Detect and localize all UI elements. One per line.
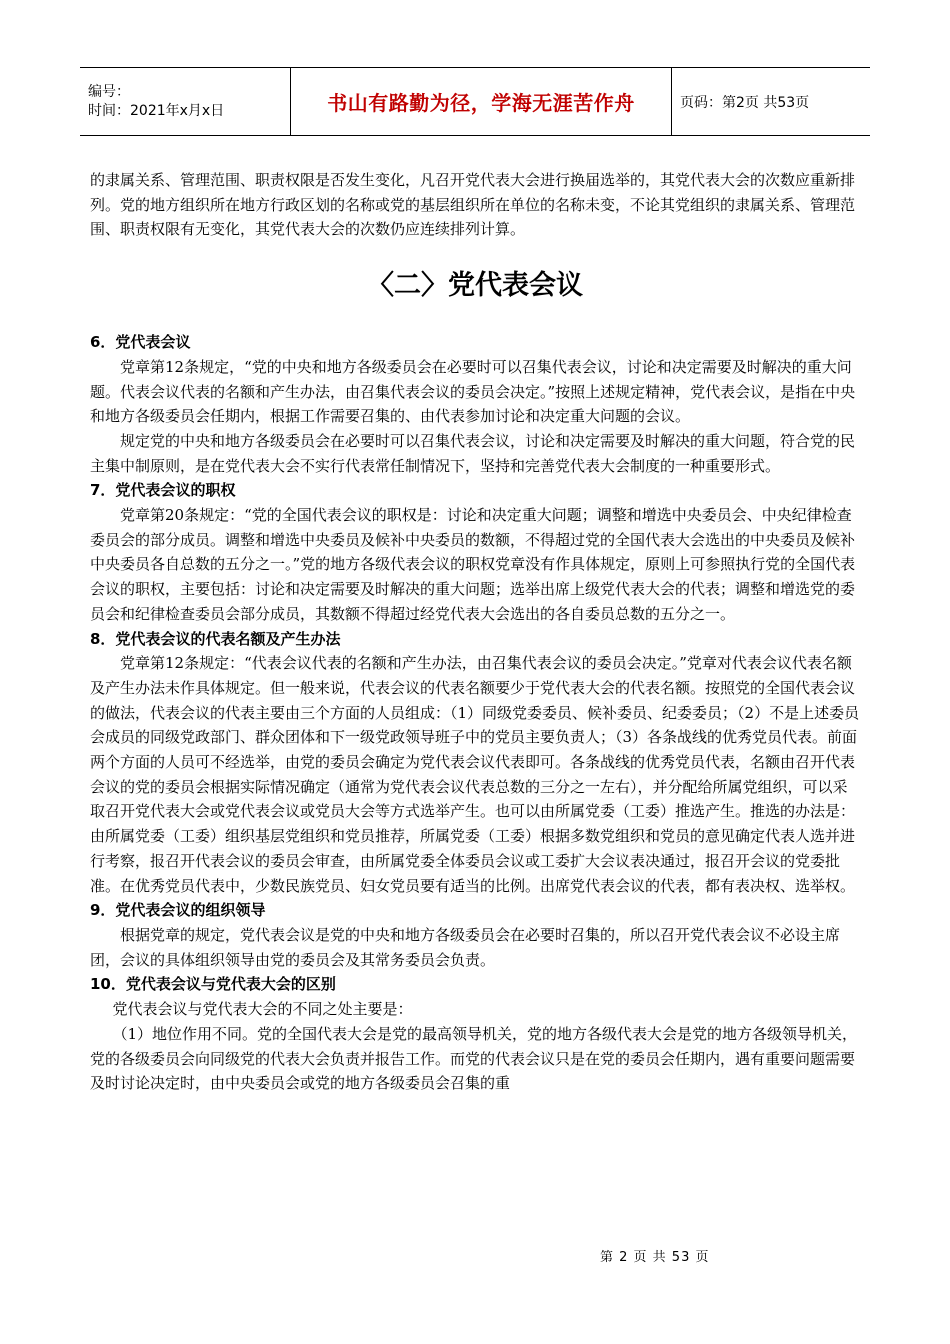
header-meta xyxy=(80,68,291,135)
paragraph: 规定党的中央和地方各级委员会在必要时可以召集代表会议，讨论和决定需要及时解决的重大问题，符合党的民主集中制原则，是在党代表大会不实行代表常任制情况下，坚持和完善党代表大会制度的一种重要形式。 xyxy=(90,431,856,475)
section-heading: 7．党代表会议的职权 xyxy=(90,481,236,500)
header-motto xyxy=(291,68,672,135)
page-info-text: 页码：第2页 共53页 xyxy=(680,94,810,111)
section-10 xyxy=(90,972,860,1096)
number-label: 编号： xyxy=(88,83,130,100)
intro-paragraph: 的隶属关系、管理范围、职责权限是否发生变化，凡召开党代表大会进行换届选举的，其党代表大会的次数应重新排列。党的地方组织所在地方行政区划的名称或党的基层组织所在单位的名称未变，不论其党组织的隶属关系、管理范围、职责权限有无变化，其党代表大会的次数仍应连续排列计算。 xyxy=(90,171,856,239)
section-8 xyxy=(90,627,860,899)
section-7 xyxy=(90,478,860,626)
motto-text: 书山有路勤为径，学海无涯苦作舟 xyxy=(327,91,635,115)
section-heading: 10．党代表会议与党代表大会的区别 xyxy=(90,975,336,994)
paragraph: 根据党章的规定，党代表会议是党的中央和地方各级委员会在必要时召集的，所以召开党代表会议不必设主席团，会议的具体组织领导由党的委员会及其常务委员会负责。 xyxy=(90,925,841,969)
header-page-info xyxy=(672,68,870,135)
paragraph: 党章第12条规定，“党的中央和地方各级委员会在必要时可以召集代表会议，讨论和决定需要及时解决的重大问题。代表会议代表的名额和产生办法，由召集代表会议的委员会决定。”按照上述规定精神，党代表会议，是指在中央和地方各级委员会任期内，根据工作需要召集的、由代表参加讨论和决定重大问题的会议。 xyxy=(90,357,856,426)
section-9 xyxy=(90,898,860,972)
page-header xyxy=(80,67,870,136)
document-body xyxy=(90,168,860,1096)
paragraph: 党章第12条规定：“代表会议代表的名额和产生办法，由召集代表会议的委员会决定。”党章对代表会议代表名额及产生办法未作具体规定。但一般来说，代表会议的代表名额要少于党代表大会的代表名额。按照党的全国代表会议的做法，代表会议的代表主要由三个方面的人员组成：（1）同级党委委员、候补委员、纪委委员；（2）不是上述委员会成员的同级党政部门、群众团体和下一级党政领导班子中的党员主要负责人；（3）各条战线的优秀党员代表。前面两个方面的人员可不经选举，由党的委员会确定为党代表会议代表即可。各条战线的优秀党员代表，名额由召开代表会议的党的委员会根据实际情况确定（通常为党代表会议代表总数的三分之一左右），并分配给所属党组织，可以采取召开党代表大会或党代表会议或党员大会等方式选举产生。也可以由所属党委（工委）推选产生。推选的办法是：由所属党委（工委）组织基层党组织和党员推荐，所属党委（工委）根据多数党组织和党员的意见确定代表人选并进行考察，报召开代表会议的委员会审查，由所属党委全体委员会议或工委扩大会议表决通过，报召开会议的党委批准。在优秀党员代表中，少数民族党员、妇女党员要有适当的比例。出席党代表会议的代表，都有表决权、选举权。 xyxy=(90,654,860,895)
page-footer: 第 2 页 共 53 页 xyxy=(600,1250,710,1265)
date-label: 时间：2021年x月x日 xyxy=(88,102,225,119)
paragraph: 党代表会议与党代表大会的不同之处主要是： xyxy=(112,1000,413,1019)
section-heading: 9．党代表会议的组织领导 xyxy=(90,901,266,920)
paragraph: 党章第20条规定：“党的全国代表会议的职权是：讨论和决定重大问题；调整和增选中央委员会、中央纪律检查委员会的部分成员。调整和增选中央委员及候补中央委员的数额，不得超过党的全国代表大会选出的中央委员及候补中央委员各自总数的五分之一。”党的地方各级代表会议的职权党章没有作具体规定，原则上可参照执行党的全国代表会议的职权，主要包括：讨论和决定需要及时解决的重大问题；选举出席上级党代表大会的代表；调整和增选党的委员会和纪律检查委员会部分成员，其数额不得超过经党代表大会选出的各自委员总数的五分之一。 xyxy=(90,506,856,623)
section-heading: 6．党代表会议 xyxy=(90,333,191,352)
paragraph: （1）地位作用不同。党的全国代表大会是党的最高领导机关，党的地方各级代表大会是党的地方各级领导机关，党的各级委员会向同级党的代表大会负责并报告工作。而党的代表会议只是在党的委员会任期内，遇有重要问题需要及时讨论决定时，由中央委员会或党的地方各级委员会召集的重 xyxy=(90,1024,858,1093)
section-heading: 8．党代表会议的代表名额及产生办法 xyxy=(90,629,341,648)
section-title: 〈二〉党代表会议 xyxy=(367,270,583,302)
section-6 xyxy=(90,330,860,478)
